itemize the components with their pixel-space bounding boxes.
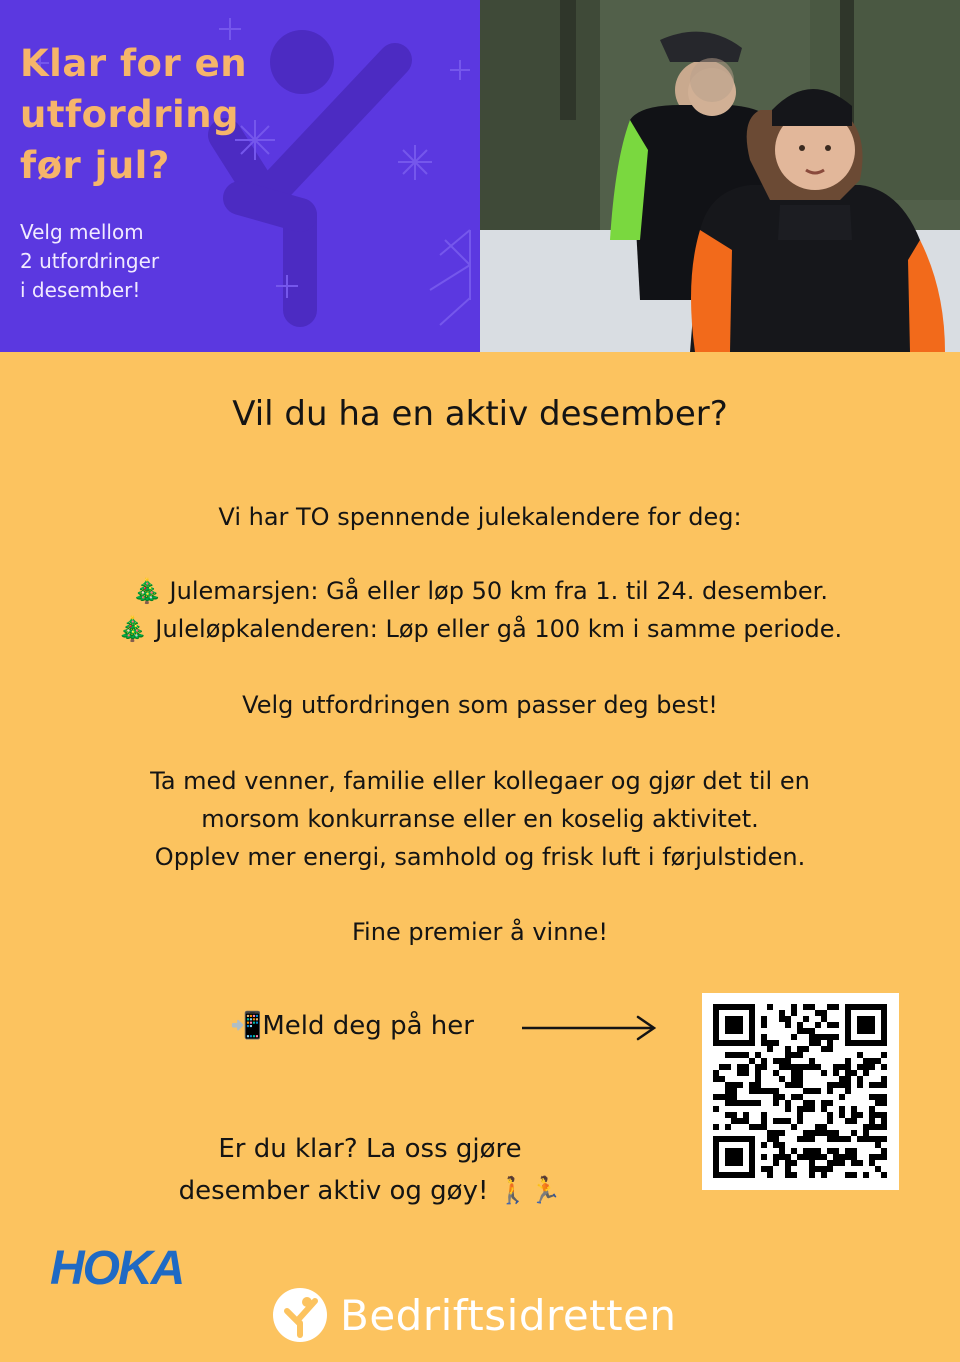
closing-line: Er du klar? La oss gjøre (218, 1134, 522, 1164)
signup-row[interactable] (230, 1004, 670, 1048)
hero-subtitle-line: 2 utfordringer (20, 249, 160, 273)
closing-text (100, 1128, 640, 1212)
challenge-list (0, 572, 960, 648)
hero-title-line: før jul? (20, 144, 170, 187)
hero-subtitle-line: Velg mellom (20, 220, 144, 244)
invite-line: Opplev mer energi, samhold og frisk luft i førjulstiden. (154, 843, 806, 871)
choose-text: Velg utfordringen som passer deg best! (242, 691, 718, 719)
bedriftsidretten-logo-icon (272, 1287, 328, 1343)
signup-qr-code[interactable] (702, 993, 899, 1190)
hero-text-panel (0, 0, 480, 352)
page-title: Vil du ha en aktiv desember? (232, 394, 728, 434)
closing-line: desember aktiv og gøy! 🚶🏃 (178, 1176, 562, 1206)
brand-name: Bedriftsidretten (340, 1291, 677, 1340)
hoka-logo-icon (48, 1240, 213, 1292)
arrow-right-icon (520, 1013, 660, 1043)
hero-photo (480, 0, 960, 352)
invite-line: morsom konkurranse eller en koselig aktivitet. (201, 805, 759, 833)
hero-title-line: Klar for en (20, 42, 248, 85)
hoka-logo (48, 1240, 213, 1292)
hoka-logo-text: HOKA (50, 1242, 184, 1292)
bedriftsidretten-logo (272, 1285, 677, 1347)
hero-subtitle (20, 218, 240, 305)
signup-link[interactable]: 📲Meld deg på her (230, 1011, 474, 1041)
invite-paragraph (0, 762, 960, 876)
hero-title-line: utfordring (20, 93, 240, 136)
qr-code-icon (702, 993, 899, 1190)
hero-title (20, 38, 320, 191)
hero-subtitle-line: i desember! (20, 278, 141, 302)
prizes-text: Fine premier å vinne! (352, 918, 608, 946)
runners-illustration (480, 0, 960, 352)
challenge-item: 🎄 Juleløpkalenderen: Løp eller gå 100 km i samme periode. (117, 615, 843, 643)
challenge-item: 🎄 Julemarsjen: Gå eller løp 50 km fra 1. til 24. desember. (132, 577, 828, 605)
intro-text: Vi har TO spennende julekalendere for deg: (218, 503, 742, 531)
hero-banner (0, 0, 960, 352)
invite-line: Ta med venner, familie eller kollegaer og gjør det til en (150, 767, 810, 795)
